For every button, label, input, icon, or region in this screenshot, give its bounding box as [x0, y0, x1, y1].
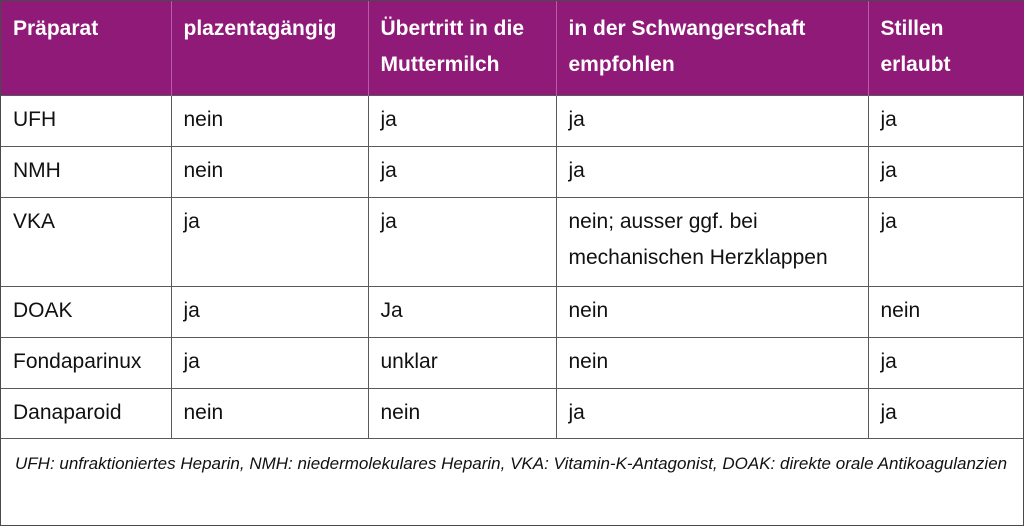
table-footnote: UFH: unfraktioniertes Heparin, NMH: niedermolekulares Heparin, VKA: Vitamin-K-Antagonist, DOAK: direkte orale Antikoagulanzien: [1, 438, 1023, 479]
cell-plazentagaengig: ja: [171, 286, 368, 337]
cell-muttermilch: ja: [368, 197, 556, 286]
cell-plazentagaengig: ja: [171, 337, 368, 388]
cell-praeparat: Fondaparinux: [1, 337, 171, 388]
header-row: [1, 1, 1024, 95]
cell-muttermilch: ja: [368, 146, 556, 197]
header-schwangerschaft: in der Schwangerschaft empfohlen: [556, 1, 868, 95]
cell-muttermilch: Ja: [368, 286, 556, 337]
cell-stillen: ja: [868, 197, 1024, 286]
table-row: [1, 95, 1024, 146]
cell-stillen: ja: [868, 95, 1024, 146]
header-stillen: Stillen erlaubt: [868, 1, 1024, 95]
cell-schwangerschaft: nein; ausser ggf. bei mechanischen Herzklappen: [556, 197, 868, 286]
cell-schwangerschaft: nein: [556, 286, 868, 337]
table-header: [1, 1, 1024, 95]
cell-schwangerschaft: ja: [556, 146, 868, 197]
cell-plazentagaengig: nein: [171, 388, 368, 439]
cell-muttermilch: unklar: [368, 337, 556, 388]
cell-plazentagaengig: nein: [171, 146, 368, 197]
cell-schwangerschaft: ja: [556, 95, 868, 146]
cell-stillen: ja: [868, 146, 1024, 197]
cell-muttermilch: nein: [368, 388, 556, 439]
header-praeparat: Präparat: [1, 1, 171, 95]
cell-stillen: nein: [868, 286, 1024, 337]
cell-stillen: ja: [868, 388, 1024, 439]
table-row: [1, 337, 1024, 388]
table-row: [1, 197, 1024, 286]
cell-praeparat: UFH: [1, 95, 171, 146]
table-row: [1, 286, 1024, 337]
cell-stillen: ja: [868, 337, 1024, 388]
cell-muttermilch: ja: [368, 95, 556, 146]
table-row: [1, 146, 1024, 197]
cell-schwangerschaft: nein: [556, 337, 868, 388]
header-plazentagaengig: plazentagängig: [171, 1, 368, 95]
cell-praeparat: Danaparoid: [1, 388, 171, 439]
table-row: [1, 388, 1024, 439]
anticoagulant-table: [1, 1, 1024, 439]
table-body: [1, 95, 1024, 439]
cell-plazentagaengig: ja: [171, 197, 368, 286]
header-muttermilch: Übertritt in die Muttermilch: [368, 1, 556, 95]
cell-schwangerschaft: ja: [556, 388, 868, 439]
cell-praeparat: DOAK: [1, 286, 171, 337]
cell-praeparat: VKA: [1, 197, 171, 286]
cell-praeparat: NMH: [1, 146, 171, 197]
cell-plazentagaengig: nein: [171, 95, 368, 146]
